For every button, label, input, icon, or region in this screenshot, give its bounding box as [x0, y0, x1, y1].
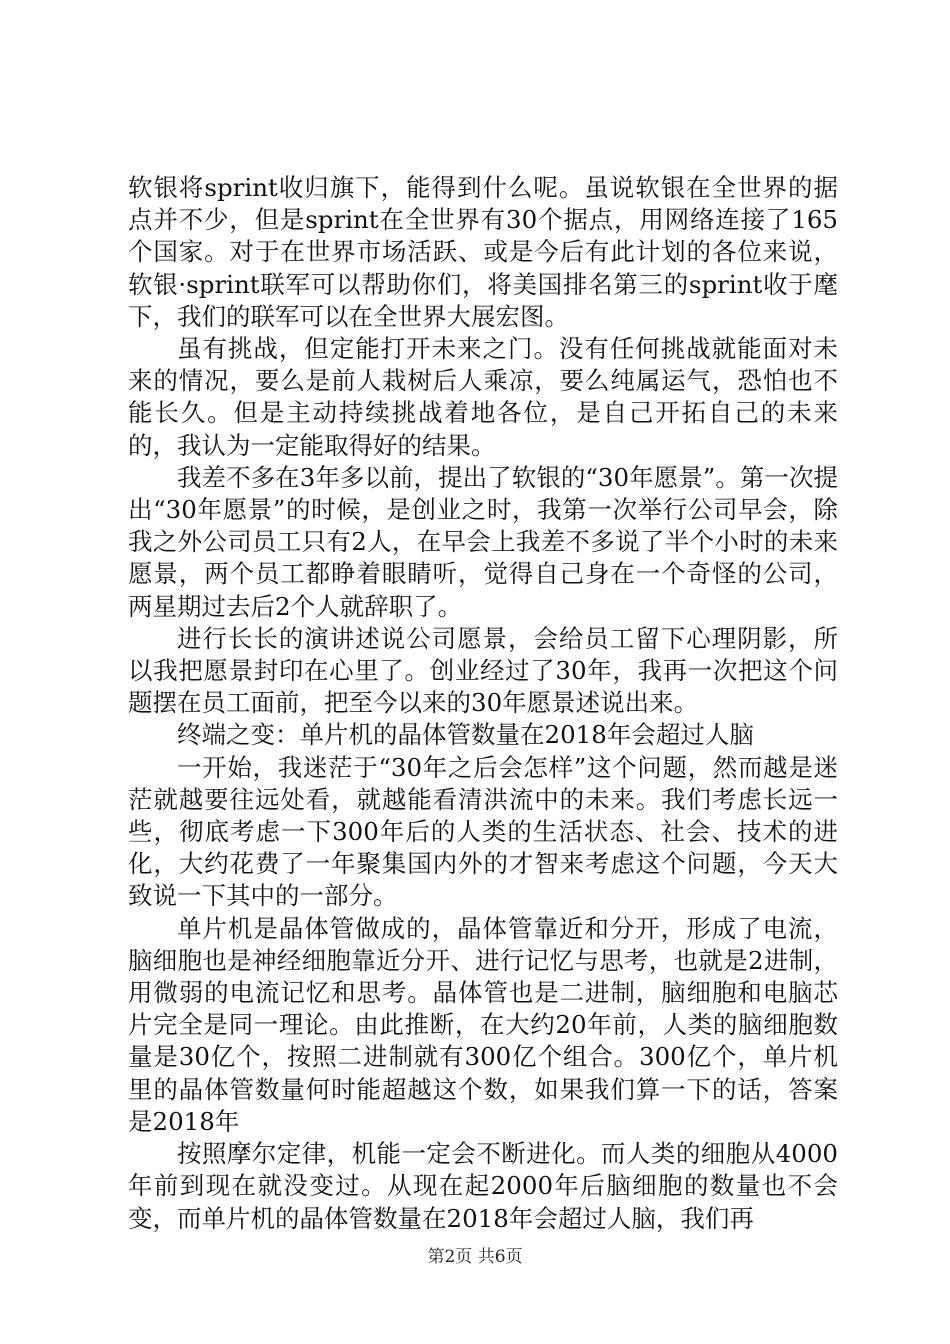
paragraph-6: 单片机是晶体管做成的，晶体管靠近和分开，形成了电流，脑细胞也是神经细胞靠近分开、进行记忆与思考，也就是2进制，用微弱的电流记忆和思考。晶体管也是二进制，脑细胞和电脑芯片完全是同一理论。由此推断，在大约20年前，人类的脑细胞数量是30亿个，按照二进制就有300亿个组合。300亿个，单片机里的晶体管数量何时能超越这个数，如果我们算一下的话，答案是2018年 [128, 913, 838, 1136]
paragraph-4: 进行长长的演讲述说公司愿景，会给员工留下心理阴影，所以我把愿景封印在心里了。创业经过了30年，我再一次把这个问题摆在员工面前，把至今以来的30年愿景述说出来。 [128, 623, 838, 718]
paragraph-3: 我差不多在3年多以前，提出了软银的“30年愿景”。第一次提出“30年愿景”的时候，是创业之时，我第一次举行公司早会，除我之外公司员工只有2人，在早会上我差不多说了半个小时的未来愿景，两个员工都睁着眼睛听，觉得自己身在一个奇怪的公司，两星期过去后2个人就辞职了。 [128, 462, 838, 621]
paragraph-1: 软银将sprint收归旗下，能得到什么呢。虽说软银在全世界的据点并不少，但是sprint在全世界有30个据点，用网络连接了165个国家。对于在世界市场活跃、或是今后有此计划的各位来说，软银·sprint联军可以帮助你们，将美国排名第三的sprint收于麾下，我们的联军可以在全世界大展宏图。 [128, 173, 838, 331]
page-footer: 第2页 共6页 [427, 1247, 523, 1267]
body-text [128, 172, 838, 1235]
section-heading: 终端之变：单片机的晶体管数量在2018年会超过人脑 [177, 720, 754, 750]
paragraph-5: 一开始，我迷茫于“30年之后会怎样”这个问题，然而越是迷茫就越要往远处看，就越能看清洪流中的未来。我们考虑长远一些，彻底考虑一下300年后的人类的生活状态、社会、技术的进化，大约花费了一年聚集国内外的才智来考虑这个问题，今天大致说一下其中的一部分。 [128, 752, 838, 911]
paragraph-7: 按照摩尔定律，机能一定会不断进化。而人类的细胞从4000年前到现在就没变过。从现在起2000年后脑细胞的数量也不会变，而单片机的晶体管数量在2018年会超过人脑，我们再 [128, 1139, 838, 1233]
paragraph-2: 虽有挑战，但定能打开未来之门。没有任何挑战就能面对未来的情况，要么是前人栽树后人乘凉，要么纯属运气，恐怕也不能长久。但是主动持续挑战着地各位，是自己开拓自己的未来的，我认为一定能取得好的结果。 [128, 334, 838, 460]
